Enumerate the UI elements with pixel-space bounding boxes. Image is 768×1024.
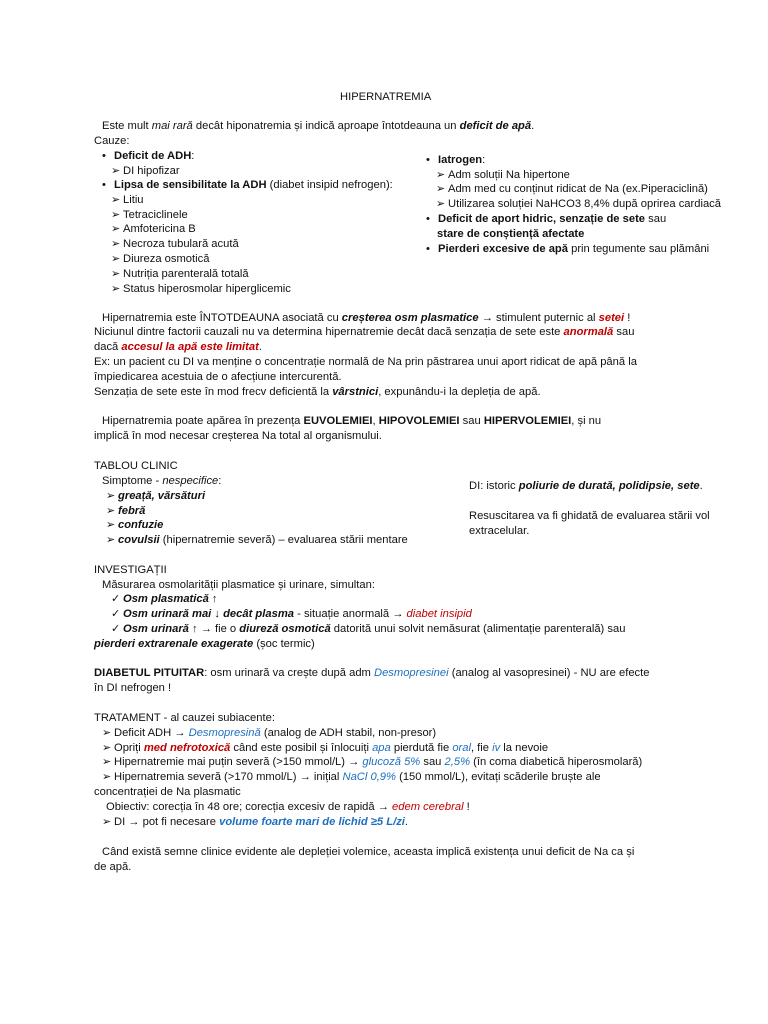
treatment-item: ➢ Deficit ADH → Desmopresină (analog de ADH stabil, non-presor)	[102, 727, 437, 739]
cause-water-intake-cont: stare de conștiență afectate	[437, 228, 585, 240]
resuscitation-note: Resuscitarea va fi ghidată de evaluarea stării vol	[469, 510, 710, 522]
para2-line: Hipernatremia este ÎNTOTDEAUNA asociată cu creșterea osm plasmatice → stimulent puternic al setei !	[102, 312, 631, 324]
treatment-item: ➢ DI → pot fi necesare volume foarte mari de lichid ≥5 L/zi.	[102, 816, 409, 828]
final-paragraph: Când există semne clinice evidente ale depleției volemice, aceasta implică existența unui deficit de Na ca și	[102, 846, 635, 858]
insens-item: ➢ Litiu	[111, 194, 144, 206]
cause-dih: ➢ DI hipofizar	[111, 165, 180, 177]
symptom-item: ➢ covulsii (hipernatremie severă) – evaluarea stării mentare	[106, 534, 408, 546]
iatrogen-item: ➢ Utilizarea soluției NaHCO3 8,4% după oprirea cardiacă	[436, 198, 721, 210]
treatment-objective: Obiectiv: corecția în 48 ore; corecția excesiv de rapidă → edem cerebral !	[106, 801, 470, 813]
para2-line: Ex: un pacient cu DI va menține o concentrație normală de Na prin păstrarea unui aport ridicat de apă până la	[94, 356, 637, 368]
di-history: DI: istoric poliurie de durată, polidipsie, sete.	[469, 480, 703, 492]
causes-label: Cauze:	[94, 135, 130, 147]
invest-check: ✓ Osm urinară ↑ → fie o diureză osmotică datorită unui solvit nemăsurat (alimentație parenterală) sau	[111, 623, 626, 635]
invest-check: ✓ Osm plasmatică ↑	[111, 593, 218, 605]
cause-water-loss: • Pierderi excesive de apă prin tegumente sau plămâni	[426, 243, 710, 255]
insens-item: ➢ Nutriția parenterală totală	[111, 268, 249, 280]
insens-item: ➢ Diureza osmotică	[111, 253, 210, 265]
iatrogen-item: ➢ Adm med cu conținut ridicat de Na (ex.Piperaciclină)	[436, 183, 708, 195]
treatment-item: ➢ Hipernatremie mai puțin severă (>150 mmol/L) → glucoză 5% sau 2,5% (în coma diabetică hiperosmolară)	[102, 756, 643, 768]
invest-measure: Măsurarea osmolarității plasmatice și urinare, simultan:	[102, 579, 375, 591]
insens-item: ➢ Status hiperosmolar hiperglicemic	[111, 283, 291, 295]
clinical-heading: TABLOU CLINIC	[94, 460, 178, 472]
cause-insensitivity: • Lipsa de sensibilitate la ADH (diabet insipid nefrogen):	[102, 179, 393, 191]
symptoms-label: Simptome - nespecifice:	[102, 475, 222, 487]
treatment-item: ➢ Hipernatremia severă (>170 mmol/L) → inițial NaCl 0,9% (150 mmol/L), evitați scăderile bruște ale	[102, 771, 601, 783]
para3-line: implică în mod necesar creșterea Na total al organismului.	[94, 430, 382, 442]
insens-item: ➢ Amfotericina B	[111, 223, 196, 235]
insens-item: ➢ Tetraciclinele	[111, 209, 188, 221]
final-paragraph-cont: de apă.	[94, 861, 132, 873]
symptom-item: ➢ greață, vărsături	[106, 490, 206, 502]
para2-line: Senzația de sete este în mod frecv deficientă la vârstnici, expunându-i la depleția de apă.	[94, 386, 541, 398]
para2-line: împiedicarea acestuia de o afecțiune intercurentă.	[94, 371, 342, 383]
symptom-item: ➢ febră	[106, 505, 146, 517]
pituitary-diabetes-cont: în DI nefrogen !	[94, 682, 172, 694]
cause-water-intake: • Deficit de aport hidric, senzație de sete sau	[426, 213, 667, 225]
invest-heading: INVESTIGAȚII	[94, 564, 167, 576]
treatment-item-cont: concentrației de Na plasmatic	[94, 786, 241, 798]
insens-item: ➢ Necroza tubulară acută	[111, 238, 239, 250]
para3-line: Hipernatremia poate apărea în prezența EUVOLEMIEI, HIPOVOLEMIEI sau HIPERVOLEMIEI, și nu	[102, 415, 602, 427]
invest-check-cont: pierderi extrarenale exagerate (șoc termic)	[94, 638, 315, 650]
treatment-item: ➢ Opriți med nefrotoxică când este posibil și înlocuiți apa pierdută fie oral, fie iv la nevoie	[102, 742, 549, 754]
para2-line: dacă accesul la apă este limitat.	[94, 341, 262, 353]
symptom-item: ➢ confuzie	[106, 519, 164, 531]
intro-paragraph: Este mult mai rară decât hiponatremia și indică aproape întotdeauna un deficit de apă.	[102, 120, 535, 132]
page-title: HIPERNATREMIA	[340, 91, 432, 103]
pituitary-diabetes: DIABETUL PITUITAR: osm urinară va crește după adm Desmopresinei (analog al vasopresinei) - NU are efecte	[94, 667, 650, 679]
treatment-heading: TRATAMENT - al cauzei subiacente:	[94, 712, 275, 724]
resuscitation-note-cont: extracelular.	[469, 525, 530, 537]
cause-adh-deficit: • Deficit de ADH:	[102, 150, 195, 162]
invest-check: ✓ Osm urinară mai ↓ decât plasma - situație anormală → diabet insipid	[111, 608, 472, 620]
para2-line: Niciunul dintre factorii cauzali nu va determina hipernatremie decât dacă senzația de sete este anormală sau	[94, 326, 635, 338]
iatrogen-item: ➢ Adm soluții Na hipertone	[436, 169, 570, 181]
cause-iatrogen: • Iatrogen:	[426, 154, 486, 166]
